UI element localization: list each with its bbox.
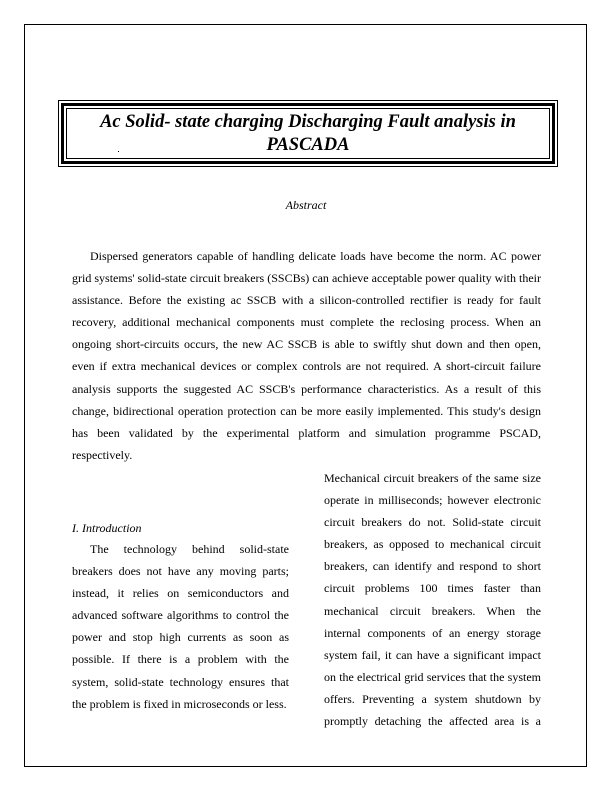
- title-box-inner-border: [66, 108, 550, 159]
- stray-dot-mark: [118, 151, 119, 152]
- title-box: [58, 100, 558, 167]
- introduction-left-text: The technology behind solid-state breakers does not have any moving parts; instead, it relies on semiconductors and advanced software algorithms to control the power and stop high currents as soon as possible. If there is a problem with the system, solid-state technology ensures that the problem is fixed in microseconds or less.: [72, 542, 289, 711]
- paper-title: Ac Solid- state charging Discharging Fault analysis in PASCADA: [100, 111, 516, 155]
- title-box-thick-border: [61, 103, 555, 164]
- abstract-heading: Abstract: [285, 198, 327, 212]
- left-column: [72, 518, 289, 715]
- section-heading-introduction: I. Introduction: [72, 521, 142, 535]
- introduction-right-text: Mechanical circuit breakers of the same size operate in milliseconds; however electronic circuit breakers do not. Solid-state circuit breakers, as opposed to mechanical circuit breakers, can identify and respond to short circuit problems 100 times faster than mechanical circuit breakers. When the internal components of an energy storage system fail, it can have a significant impact on the electrical grid services that the system offers. Preventing a system shutdown by promptly detaching the affected area is a: [324, 471, 541, 729]
- abstract-body: Dispersed generators capable of handling delicate loads have become the norm. AC power grid systems' solid-state circuit breakers (SSCBs) can achieve acceptable power quality with their assistance. Before the existing ac SSCB with a silicon-controlled rectifier is ready for fault recovery, additional mechanical components must complete the reclosing process. When an ongoing short-circuits occurs, the new AC SSCB is able to swiftly shut down and then open, even if extra mechanical devices or complex controls are not required. A short-circuit failure analysis supports the suggested AC SSCB's performance characteristics. As a result of this change, bidirectional operation protection can be more easily implemented. This study's design has been validated by the experimental platform and simulation programme PSCAD, respectively.: [72, 249, 541, 462]
